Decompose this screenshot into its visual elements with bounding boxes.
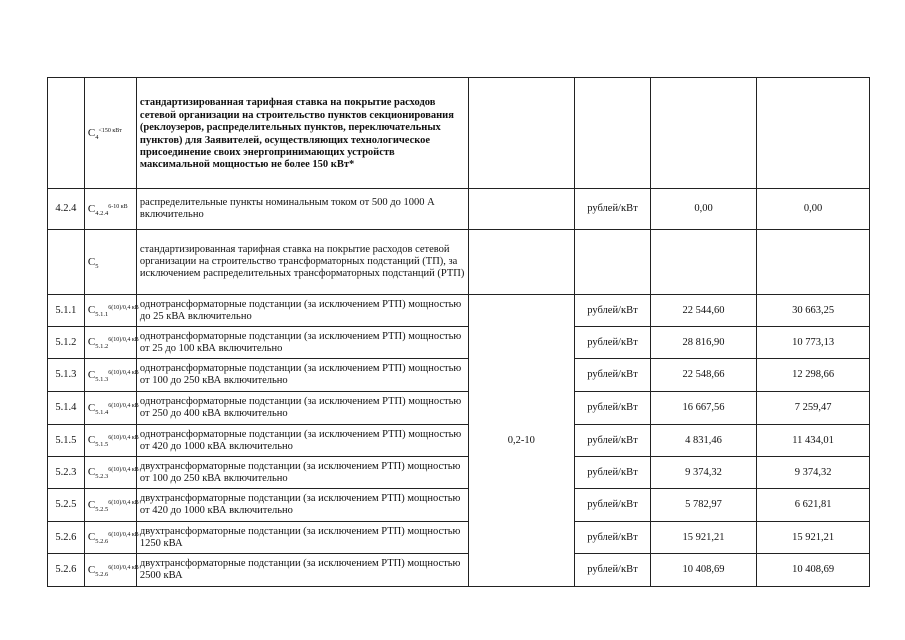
value-1-cell: 28 816,90 <box>650 327 756 359</box>
unit-cell: рублей/кВт <box>575 359 651 392</box>
rate-description: распределительные пункты номинальным током от 500 до 1000 А включительно <box>136 189 468 230</box>
rate-description: однотрансформаторные подстанции (за исключением РТП) мощностью до 25 кВА включительно <box>136 295 468 327</box>
value-2-cell: 10 408,69 <box>757 554 870 587</box>
unit-cell: рублей/кВт <box>575 554 651 587</box>
value-2-cell: 6 621,81 <box>757 489 870 522</box>
value-1-cell: 4 831,46 <box>650 425 756 457</box>
value-2-cell: 12 298,66 <box>757 359 870 392</box>
value-1-cell: 22 548,66 <box>650 359 756 392</box>
row-number: 5.1.2 <box>48 327 85 359</box>
row-number: 5.2.6 <box>48 522 85 554</box>
value-1-cell: 15 921,21 <box>650 522 756 554</box>
table-row <box>48 522 870 554</box>
rate-description: однотрансформаторные подстанции (за исключением РТП) мощностью от 100 до 250 кВА включительно <box>136 359 468 392</box>
value-2-cell <box>757 230 870 295</box>
rate-description: стандартизированная тарифная ставка на покрытие расходов сетевой организации на строительство пунктов секционирования (реклоузеров, распределительных пунктов, переключательных пунктов) для Заявителей, осуществляющих технологическое присоединение своих энергопринимающих устройств максимальной мощностью не более 150 кВт* <box>136 78 468 189</box>
row-number: 5.1.4 <box>48 392 85 425</box>
rate-code: $C_{5.1.5}^{6(10)/0,4 кВ}$ <box>84 425 136 457</box>
rate-description: двухтрансформаторные подстанции (за исключением РТП) мощностью от 100 до 250 кВА включительно <box>136 457 468 489</box>
rate-code: $C_{4.2.4}^{6-10 кВ}$ <box>84 189 136 230</box>
unit-cell: рублей/кВт <box>575 489 651 522</box>
table-row <box>48 457 870 489</box>
rate-code: $C_{5.1.4}^{6(10)/0,4 кВ}$ <box>84 392 136 425</box>
table-row <box>48 554 870 587</box>
rate-description: стандартизированная тарифная ставка на покрытие расходов сетевой организации на строительство трансформаторных подстанций (ТП), за исключением распределительных трансформаторных подстанций (РТП) <box>136 230 468 295</box>
rate-code: $C_{5.2.6}^{6(10)/0,4 кВ}$ <box>84 522 136 554</box>
rate-code: $C_{5.2.6}^{6(10)/0,4 кВ}$ <box>84 554 136 587</box>
voltage-cell: 0,2-10 <box>468 295 574 587</box>
voltage-cell <box>468 189 574 230</box>
value-1-cell: 16 667,56 <box>650 392 756 425</box>
value-2-cell: 30 663,25 <box>757 295 870 327</box>
unit-cell: рублей/кВт <box>575 189 651 230</box>
table-row <box>48 359 870 392</box>
value-1-cell: 22 544,60 <box>650 295 756 327</box>
row-number: 5.1.1 <box>48 295 85 327</box>
value-2-cell: 9 374,32 <box>757 457 870 489</box>
rate-code: $C_{5.1.1}^{6(10)/0,4 кВ}$ <box>84 295 136 327</box>
unit-cell: рублей/кВт <box>575 295 651 327</box>
value-2-cell: 10 773,13 <box>757 327 870 359</box>
unit-cell <box>575 78 651 189</box>
rate-code: $C_5$ <box>84 230 136 295</box>
row-number: 5.1.5 <box>48 425 85 457</box>
rate-code: $C_{5.2.5}^{6(10)/0,4 кВ}$ <box>84 489 136 522</box>
rate-description: двухтрансформаторные подстанции (за исключением РТП) мощностью 2500 кВА <box>136 554 468 587</box>
rate-description: двухтрансформаторные подстанции (за исключением РТП) мощностью от 420 до 1000 кВА включительно <box>136 489 468 522</box>
row-number: 4.2.4 <box>48 189 85 230</box>
table-row <box>48 295 870 327</box>
rate-description: однотрансформаторные подстанции (за исключением РТП) мощностью от 25 до 100 кВА включительно <box>136 327 468 359</box>
table-row-4-2-4 <box>48 189 870 230</box>
voltage-cell <box>468 78 574 189</box>
unit-cell: рублей/кВт <box>575 457 651 489</box>
unit-cell: рублей/кВт <box>575 522 651 554</box>
row-number: 5.2.6 <box>48 554 85 587</box>
table-row <box>48 392 870 425</box>
row-number <box>48 78 85 189</box>
unit-cell <box>575 230 651 295</box>
value-1-cell: 5 782,97 <box>650 489 756 522</box>
tariff-table <box>47 77 870 587</box>
rate-description: двухтрансформаторные подстанции (за исключением РТП) мощностью 1250 кВА <box>136 522 468 554</box>
value-1-cell: 9 374,32 <box>650 457 756 489</box>
table-row-c5 <box>48 230 870 295</box>
rate-code: $C_{5.1.3}^{6(10)/0,4 кВ}$ <box>84 359 136 392</box>
value-1-cell <box>650 78 756 189</box>
rate-description: однотрансформаторные подстанции (за исключением РТП) мощностью от 250 до 400 кВА включительно <box>136 392 468 425</box>
rate-code: $C_{5.1.2}^{6(10)/0,4 кВ}$ <box>84 327 136 359</box>
value-1-cell <box>650 230 756 295</box>
rate-code: $C_{5.2.3}^{6(10)/0,4 кВ}$ <box>84 457 136 489</box>
row-number: 5.2.3 <box>48 457 85 489</box>
row-number: 5.1.3 <box>48 359 85 392</box>
value-2-cell: 15 921,21 <box>757 522 870 554</box>
value-2-cell: 11 434,01 <box>757 425 870 457</box>
value-2-cell: 0,00 <box>757 189 870 230</box>
table-row <box>48 425 870 457</box>
rate-code: $C_4^{<150 кВт}$ <box>84 78 136 189</box>
value-2-cell: 7 259,47 <box>757 392 870 425</box>
table-row-c4 <box>48 78 870 189</box>
voltage-cell <box>468 230 574 295</box>
value-1-cell: 0,00 <box>650 189 756 230</box>
unit-cell: рублей/кВт <box>575 392 651 425</box>
row-number <box>48 230 85 295</box>
rate-description: однотрансформаторные подстанции (за исключением РТП) мощностью от 420 до 1000 кВА включительно <box>136 425 468 457</box>
table-row <box>48 327 870 359</box>
unit-cell: рублей/кВт <box>575 327 651 359</box>
substation-rows <box>48 295 870 587</box>
value-2-cell <box>757 78 870 189</box>
unit-cell: рублей/кВт <box>575 425 651 457</box>
value-1-cell: 10 408,69 <box>650 554 756 587</box>
row-number: 5.2.5 <box>48 489 85 522</box>
table-row <box>48 489 870 522</box>
